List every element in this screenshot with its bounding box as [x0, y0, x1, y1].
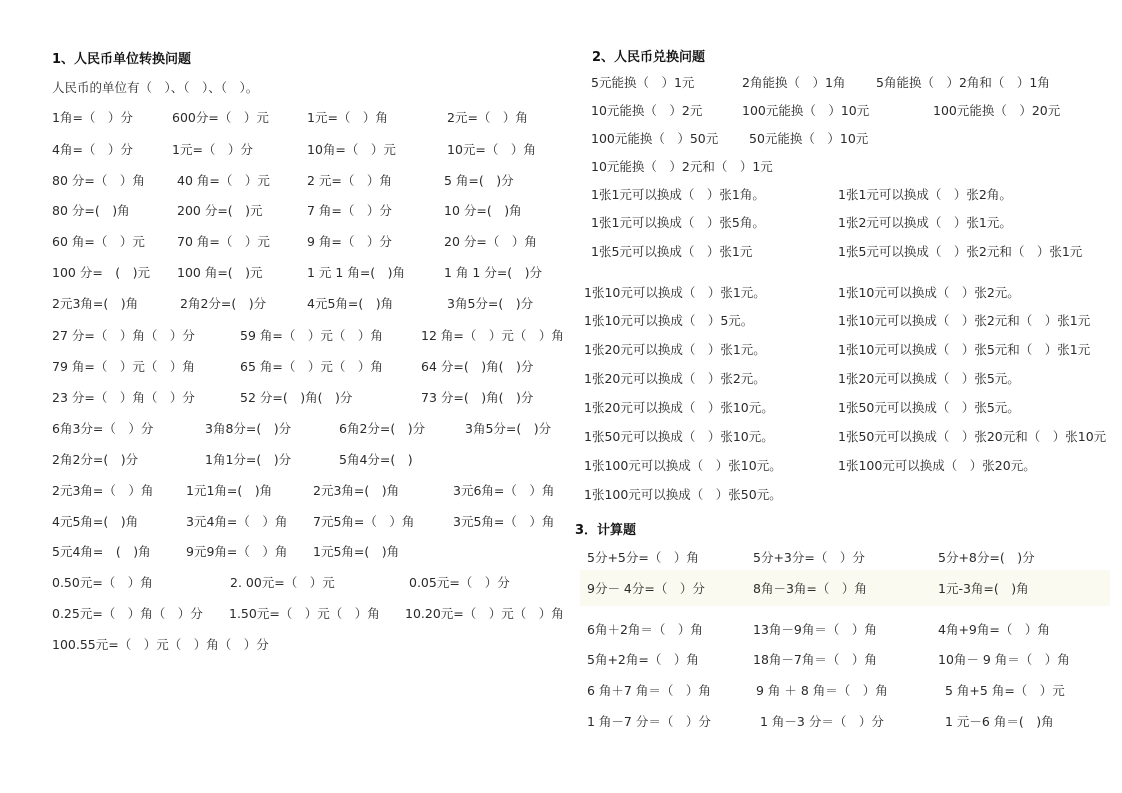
question-item: 3元5角=（ ）角 [453, 514, 555, 529]
question-item: 1 角－3 分＝（ ）分 [760, 714, 884, 729]
question-item: 6 角＋7 角＝（ ）角 [587, 683, 711, 698]
question-item: 1张1元可以换成（ ）张1角。 [591, 187, 765, 202]
question-item: 5角+2角=（ ）角 [587, 652, 699, 667]
question-item: 1元=（ ）角 [307, 110, 388, 125]
question-row [0, 232, 560, 252]
question-item: 1张50元可以换成（ ）张5元。 [838, 400, 1020, 415]
question-item: 0.25元=（ ）角（ ）分 [52, 606, 203, 621]
question-item: 7 角=（ ）分 [307, 203, 392, 218]
question-item: 100元能换（ ）20元 [933, 103, 1061, 118]
question-item: 1张100元可以换成（ ）张50元。 [584, 487, 782, 502]
section-money-exchange [560, 0, 1122, 510]
question-row [0, 294, 560, 314]
question-item: 10 分=( )角 [444, 203, 522, 218]
question-row [0, 108, 560, 128]
question-item: 20 分=（ ）角 [444, 234, 537, 249]
question-item: 1 元－6 角＝( )角 [945, 714, 1054, 729]
question-item: 1 元 1 角=( )角 [307, 265, 406, 280]
question-item: 80 分=( )角 [52, 203, 130, 218]
question-item: 4元5角=( )角 [52, 514, 139, 529]
question-item: 23 分=（ ）角（ ）分 [52, 390, 195, 405]
question-item: 5角能换（ ）2角和（ ）1角 [876, 75, 1050, 90]
question-item: 80 分=（ ）角 [52, 173, 145, 188]
question-item: 50元能换（ ）10元 [749, 131, 869, 146]
question-row [560, 456, 1122, 476]
question-row [0, 542, 560, 562]
question-item: 52 分=( )角( )分 [240, 390, 353, 405]
section-1-intro: 人民币的单位有（ ）、（ ）、（ ）。 [52, 80, 259, 95]
section-3-title: 3．计算题 [575, 523, 637, 538]
question-item: 10元能换（ ）2元和（ ）1元 [591, 159, 773, 174]
question-row [560, 283, 1122, 303]
question-item: 1元-3角=( )角 [938, 581, 1029, 596]
question-item: 1元=（ ）分 [172, 142, 253, 157]
question-item: 59 角=（ ）元（ ）角 [240, 328, 383, 343]
question-item: 100 角=( )元 [177, 265, 263, 280]
question-row [0, 171, 560, 191]
question-row [0, 604, 564, 624]
question-row [560, 548, 1122, 568]
question-item: 64 分=( )角( )分 [421, 359, 534, 374]
question-row [0, 419, 560, 439]
question-item: 4角+9角=（ ）角 [938, 622, 1050, 637]
question-item: 6角＋2角＝（ ）角 [587, 622, 703, 637]
question-row [560, 650, 1122, 670]
question-row [560, 340, 1122, 360]
question-item: 4角=（ ）分 [52, 142, 133, 157]
question-row [560, 157, 1122, 177]
question-row [560, 129, 1122, 149]
question-item: 1.50元=（ ）元（ ）角 [229, 606, 380, 621]
question-item: 27 分=（ ）角（ ）分 [52, 328, 195, 343]
question-item: 100元能换（ ）10元 [742, 103, 870, 118]
question-row [0, 481, 560, 501]
question-item: 1张50元可以换成（ ）张20元和（ ）张10元 [838, 429, 1107, 444]
question-row [560, 579, 1122, 599]
question-row [0, 512, 560, 532]
question-row [560, 369, 1122, 389]
question-item: 1张100元可以换成（ ）张20元。 [838, 458, 1036, 473]
question-item: 2元3角=( )角 [313, 483, 400, 498]
question-item: 7元5角=（ ）角 [313, 514, 415, 529]
question-row [0, 326, 564, 346]
question-item: 2元3角=（ ）角 [52, 483, 154, 498]
question-item: 1 角 1 分=( )分 [444, 265, 543, 280]
question-item: 12 角=（ ）元（ ）角 [421, 328, 564, 343]
question-row [0, 201, 560, 221]
question-item: 1张10元可以换成（ ）张2元。 [838, 285, 1020, 300]
question-item: 3元4角=（ ）角 [186, 514, 288, 529]
question-row [0, 357, 560, 377]
question-item: 10.20元=（ ）元（ ）角 [405, 606, 564, 621]
question-item: 1张10元可以换成（ ）张5元和（ ）张1元 [838, 342, 1091, 357]
question-item: 1张5元可以换成（ ）张2元和（ ）张1元 [838, 244, 1083, 259]
question-item: 1张20元可以换成（ ）张2元。 [584, 371, 766, 386]
question-item: 5元能换（ ）1元 [591, 75, 695, 90]
question-item: 2角能换（ ）1角 [742, 75, 846, 90]
question-item: 1张20元可以换成（ ）张5元。 [838, 371, 1020, 386]
question-item: 3角5分=( )分 [447, 296, 534, 311]
question-item: 0.05元=（ ）分 [409, 575, 510, 590]
question-item: 9元9角=（ ）角 [186, 544, 288, 559]
question-item: 10角－ 9 角＝（ ）角 [938, 652, 1070, 667]
question-item: 5 角+5 角=（ ）元 [945, 683, 1065, 698]
question-item: 8角－3角=（ ）角 [753, 581, 867, 596]
question-row [560, 485, 1122, 505]
question-item: 6角3分=（ ）分 [52, 421, 154, 436]
question-item: 2. 00元=（ ）元 [230, 575, 335, 590]
question-item: 1张10元可以换成（ ）张2元和（ ）张1元 [838, 313, 1091, 328]
question-row [560, 311, 1122, 331]
question-item: 1张2元可以换成（ ）张1元。 [838, 215, 1012, 230]
question-item: 70 角=（ ）元 [177, 234, 270, 249]
question-row [0, 573, 560, 593]
question-item: 79 角=（ ）元（ ）角 [52, 359, 195, 374]
question-item: 600分=（ ）元 [172, 110, 269, 125]
question-item: 9 角 ＋ 8 角＝（ ）角 [756, 683, 888, 698]
question-item: 2角2分=( )分 [180, 296, 267, 311]
question-item: 10角=（ ）元 [307, 142, 396, 157]
question-row [0, 388, 560, 408]
question-item: 1张20元可以换成（ ）张1元。 [584, 342, 766, 357]
question-item: 1张20元可以换成（ ）张10元。 [584, 400, 774, 415]
question-item: 9 角=（ ）分 [307, 234, 392, 249]
section-1-title: 1、人民币单位转换问题 [52, 52, 192, 67]
question-item: 5元4角= ( )角 [52, 544, 151, 559]
question-item: 5角4分=( ) [339, 452, 413, 467]
section-calculation [560, 510, 1122, 793]
question-item: 1角=（ ）分 [52, 110, 133, 125]
question-row [560, 712, 1122, 732]
question-item: 100.55元=（ ）元（ ）角（ ）分 [52, 637, 269, 652]
question-row [0, 140, 560, 160]
question-item: 3元6角=（ ）角 [453, 483, 555, 498]
question-row [0, 263, 560, 283]
question-item: 1 角－7 分＝（ ）分 [587, 714, 711, 729]
question-item: 18角－7角＝（ ）角 [753, 652, 877, 667]
question-item: 1张1元可以换成（ ）张5角。 [591, 215, 765, 230]
question-item: 3角5分=( )分 [465, 421, 552, 436]
question-item: 0.50元=（ ）角 [52, 575, 153, 590]
question-item: 5 角=( )分 [444, 173, 514, 188]
question-row [560, 73, 1122, 93]
question-item: 9分－ 4分=（ ）分 [587, 581, 705, 596]
question-row [560, 398, 1122, 418]
question-item: 1张10元可以换成（ ）张1元。 [584, 285, 766, 300]
question-item: 1张50元可以换成（ ）张10元。 [584, 429, 774, 444]
question-row [560, 620, 1122, 640]
question-row [560, 427, 1122, 447]
question-item: 2角2分=( )分 [52, 452, 139, 467]
section-2-title: 2、人民币兑换问题 [592, 50, 706, 65]
question-row [560, 213, 1122, 233]
question-item: 1角1分=( )分 [205, 452, 292, 467]
question-row [0, 635, 560, 655]
question-item: 10元能换（ ）2元 [591, 103, 703, 118]
question-item: 100元能换（ ）50元 [591, 131, 719, 146]
question-item: 60 角=（ ）元 [52, 234, 145, 249]
question-item: 2元=（ ）角 [447, 110, 528, 125]
question-item: 4元5角=( )角 [307, 296, 394, 311]
question-item: 5分+3分=（ ）分 [753, 550, 865, 565]
question-item: 10元=（ ）角 [447, 142, 536, 157]
question-item: 100 分= ( )元 [52, 265, 151, 280]
question-item: 13角－9角＝（ ）角 [753, 622, 877, 637]
question-item: 65 角=（ ）元（ ）角 [240, 359, 383, 374]
question-item: 73 分=( )角( )分 [421, 390, 534, 405]
question-item: 1张10元可以换成（ ）5元。 [584, 313, 754, 328]
question-row [560, 101, 1122, 121]
question-row [560, 242, 1122, 262]
question-item: 1张100元可以换成（ ）张10元。 [584, 458, 782, 473]
question-row [560, 681, 1122, 701]
question-item: 40 角=（ ）元 [177, 173, 270, 188]
question-item: 5分+5分=（ ）角 [587, 550, 699, 565]
question-row [0, 450, 560, 470]
question-item: 1元5角=( )角 [313, 544, 400, 559]
question-item: 2元3角=( )角 [52, 296, 139, 311]
question-item: 3角8分=( )分 [205, 421, 292, 436]
question-item: 6角2分=( )分 [339, 421, 426, 436]
question-row [560, 185, 1122, 205]
question-item: 1元1角=( )角 [186, 483, 273, 498]
question-item: 1张1元可以换成（ ）张2角。 [838, 187, 1012, 202]
question-item: 1张5元可以换成（ ）张1元 [591, 244, 753, 259]
question-item: 5分+8分=( )分 [938, 550, 1035, 565]
question-item: 200 分=( )元 [177, 203, 263, 218]
question-item: 2 元=（ ）角 [307, 173, 392, 188]
